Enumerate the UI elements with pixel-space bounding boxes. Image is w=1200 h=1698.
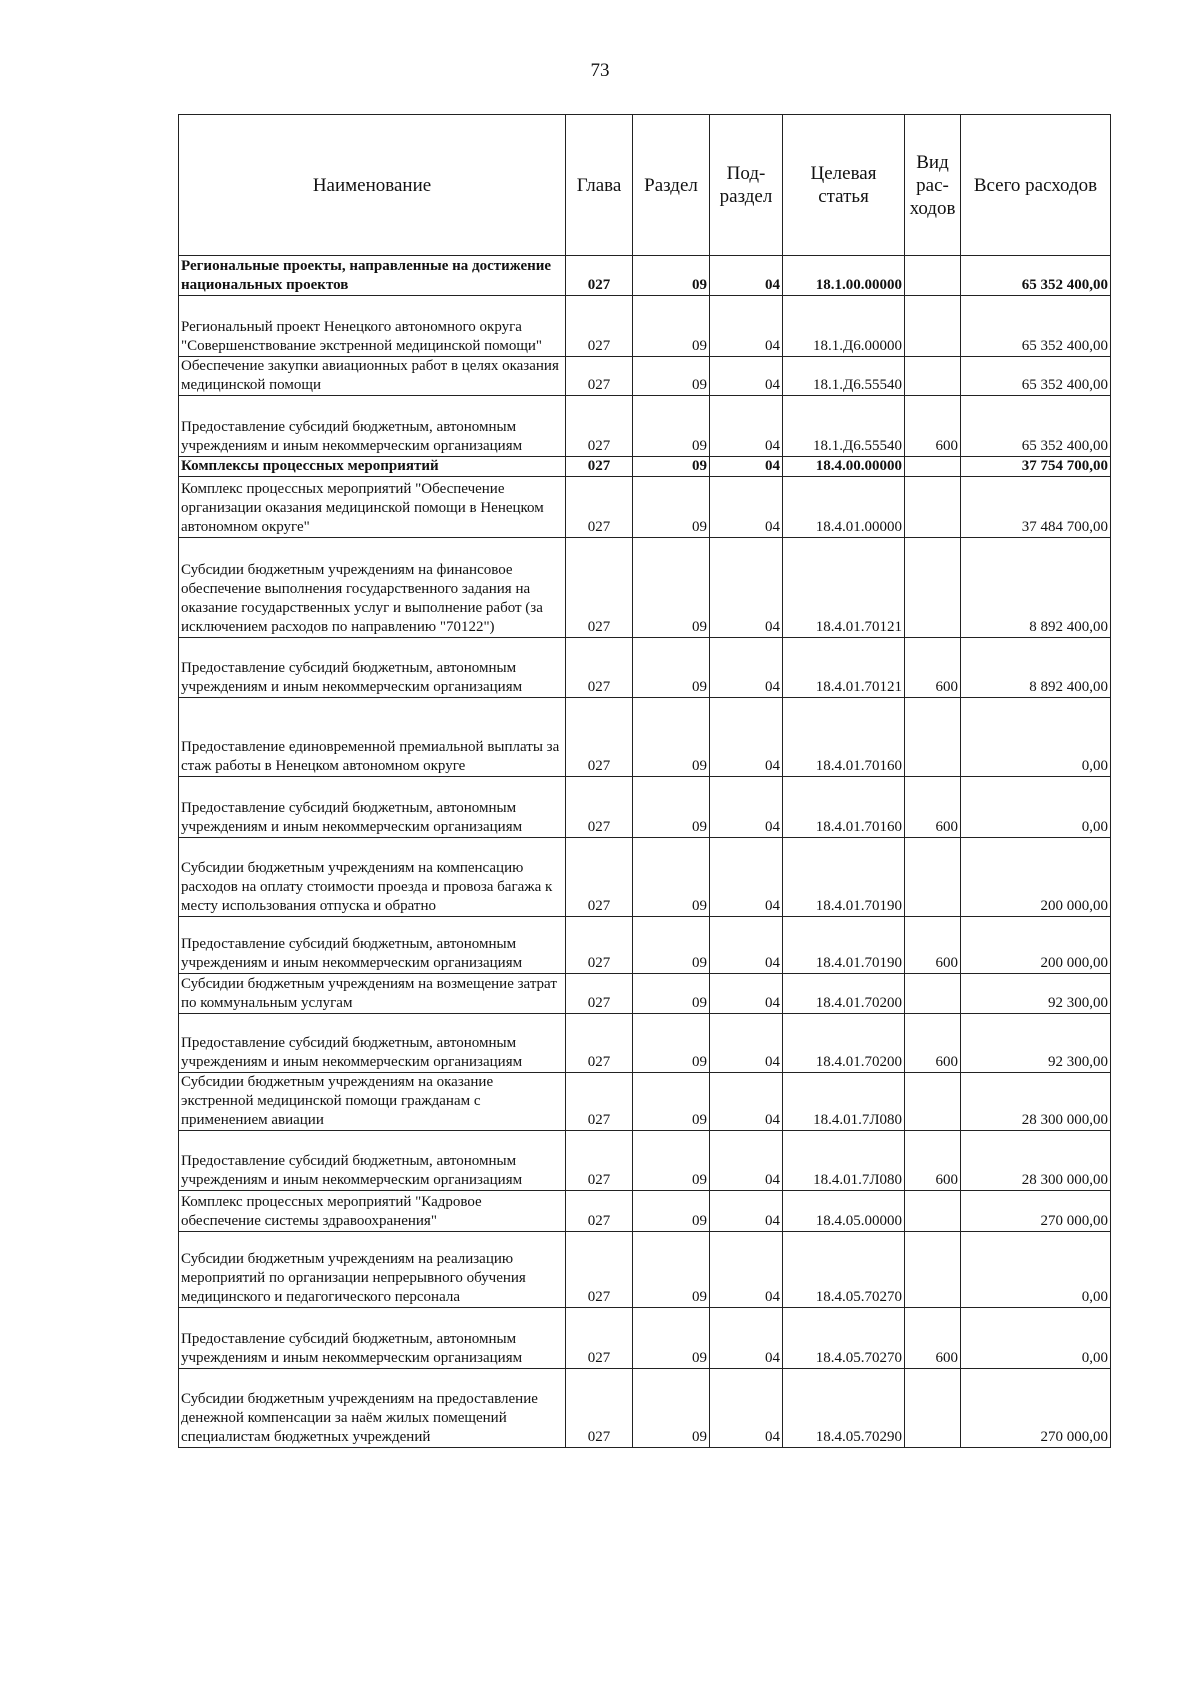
row-total: 200 000,00 xyxy=(961,917,1111,974)
row-name: Предоставление субсидий бюджетным, автономным учреждениям и иным некоммерческим организациям xyxy=(179,1014,566,1073)
row-expense-type: 600 xyxy=(905,396,961,457)
row-subsection: 04 xyxy=(710,296,783,357)
row-name: Предоставление единовременной премиальной выплаты за стаж работы в Ненецком автономном округе xyxy=(179,698,566,777)
table-row xyxy=(179,1232,1111,1308)
table-row xyxy=(179,1073,1111,1131)
row-name: Субсидии бюджетным учреждениям на финансовое обеспечение выполнения государственного задания на оказание государственных услуг и выполнение работ (за исключением расходов по направлению "70122") xyxy=(179,538,566,638)
row-expense-type xyxy=(905,256,961,296)
row-expense-type xyxy=(905,357,961,396)
row-target: 18.4.05.00000 xyxy=(783,1191,905,1232)
row-section: 09 xyxy=(633,538,710,638)
row-total: 92 300,00 xyxy=(961,1014,1111,1073)
row-subsection: 04 xyxy=(710,917,783,974)
row-total: 0,00 xyxy=(961,1232,1111,1308)
row-target: 18.4.01.70200 xyxy=(783,974,905,1014)
row-name: Предоставление субсидий бюджетным, автономным учреждениям и иным некоммерческим организациям xyxy=(179,638,566,698)
row-chapter: 027 xyxy=(566,296,633,357)
row-total: 8 892 400,00 xyxy=(961,538,1111,638)
row-total: 270 000,00 xyxy=(961,1191,1111,1232)
row-section: 09 xyxy=(633,1131,710,1191)
row-section: 09 xyxy=(633,1014,710,1073)
row-section: 09 xyxy=(633,357,710,396)
row-expense-type: 600 xyxy=(905,638,961,698)
row-subsection: 04 xyxy=(710,256,783,296)
row-expense-type: 600 xyxy=(905,1308,961,1369)
row-target: 18.4.01.70190 xyxy=(783,838,905,917)
row-target: 18.4.01.70190 xyxy=(783,917,905,974)
table-row xyxy=(179,638,1111,698)
table-row xyxy=(179,777,1111,838)
row-section: 09 xyxy=(633,396,710,457)
row-expense-type xyxy=(905,1073,961,1131)
column-header-target: Целевая статья xyxy=(783,115,905,256)
row-expense-type xyxy=(905,974,961,1014)
row-section: 09 xyxy=(633,974,710,1014)
row-expense-type xyxy=(905,538,961,638)
column-header-expense-type: Вид рас- ходов xyxy=(905,115,961,256)
row-chapter: 027 xyxy=(566,1073,633,1131)
row-name: Комплексы процессных мероприятий xyxy=(179,457,566,477)
row-total: 65 352 400,00 xyxy=(961,256,1111,296)
row-chapter: 027 xyxy=(566,1191,633,1232)
row-name: Субсидии бюджетным учреждениям на компенсацию расходов на оплату стоимости проезда и провоза багажа к месту использования отпуска и обратно xyxy=(179,838,566,917)
row-target: 18.1.Д6.55540 xyxy=(783,357,905,396)
row-name: Предоставление субсидий бюджетным, автономным учреждениям и иным некоммерческим организациям xyxy=(179,1308,566,1369)
row-section: 09 xyxy=(633,838,710,917)
row-target: 18.4.01.7Л080 xyxy=(783,1073,905,1131)
row-total: 0,00 xyxy=(961,698,1111,777)
row-target: 18.4.01.70121 xyxy=(783,638,905,698)
column-header-total: Всего расходов xyxy=(961,115,1111,256)
row-chapter: 027 xyxy=(566,1369,633,1448)
row-name: Предоставление субсидий бюджетным, автономным учреждениям и иным некоммерческим организациям xyxy=(179,396,566,457)
row-expense-type xyxy=(905,457,961,477)
row-chapter: 027 xyxy=(566,477,633,538)
row-expense-type xyxy=(905,477,961,538)
row-target: 18.4.01.70200 xyxy=(783,1014,905,1073)
row-name: Комплекс процессных мероприятий "Кадровое обеспечение системы здравоохранения" xyxy=(179,1191,566,1232)
row-target: 18.4.01.7Л080 xyxy=(783,1131,905,1191)
row-total: 8 892 400,00 xyxy=(961,638,1111,698)
table-row xyxy=(179,296,1111,357)
table-row xyxy=(179,1191,1111,1232)
row-chapter: 027 xyxy=(566,396,633,457)
row-target: 18.4.00.00000 xyxy=(783,457,905,477)
column-header-chapter: Глава xyxy=(566,115,633,256)
row-total: 0,00 xyxy=(961,1308,1111,1369)
row-section: 09 xyxy=(633,457,710,477)
row-total: 270 000,00 xyxy=(961,1369,1111,1448)
row-chapter: 027 xyxy=(566,357,633,396)
row-section: 09 xyxy=(633,477,710,538)
row-total: 65 352 400,00 xyxy=(961,296,1111,357)
row-chapter: 027 xyxy=(566,838,633,917)
table-row xyxy=(179,256,1111,296)
row-expense-type xyxy=(905,698,961,777)
row-section: 09 xyxy=(633,777,710,838)
row-expense-type: 600 xyxy=(905,777,961,838)
row-chapter: 027 xyxy=(566,1131,633,1191)
row-section: 09 xyxy=(633,698,710,777)
row-subsection: 04 xyxy=(710,1308,783,1369)
row-expense-type xyxy=(905,1232,961,1308)
row-subsection: 04 xyxy=(710,1191,783,1232)
row-section: 09 xyxy=(633,917,710,974)
row-subsection: 04 xyxy=(710,538,783,638)
row-expense-type: 600 xyxy=(905,917,961,974)
row-subsection: 04 xyxy=(710,1232,783,1308)
row-section: 09 xyxy=(633,296,710,357)
row-target: 18.4.05.70270 xyxy=(783,1308,905,1369)
row-target: 18.1.00.00000 xyxy=(783,256,905,296)
row-total: 65 352 400,00 xyxy=(961,396,1111,457)
row-name: Региональный проект Ненецкого автономного округа "Совершенствование экстренной медицинской помощи" xyxy=(179,296,566,357)
row-subsection: 04 xyxy=(710,777,783,838)
table-body xyxy=(179,256,1111,1448)
row-chapter: 027 xyxy=(566,1308,633,1369)
table-row xyxy=(179,974,1111,1014)
table-row xyxy=(179,838,1111,917)
row-name: Субсидии бюджетным учреждениям на реализацию мероприятий по организации непрерывного обучения медицинского и педагогического персонала xyxy=(179,1232,566,1308)
table-row xyxy=(179,917,1111,974)
page-number: 73 xyxy=(590,60,610,81)
row-subsection: 04 xyxy=(710,1369,783,1448)
table-row xyxy=(179,1131,1111,1191)
row-total: 92 300,00 xyxy=(961,974,1111,1014)
row-section: 09 xyxy=(633,1232,710,1308)
row-chapter: 027 xyxy=(566,1232,633,1308)
row-section: 09 xyxy=(633,1191,710,1232)
row-total: 37 484 700,00 xyxy=(961,477,1111,538)
row-chapter: 027 xyxy=(566,917,633,974)
row-total: 65 352 400,00 xyxy=(961,357,1111,396)
row-section: 09 xyxy=(633,256,710,296)
row-name: Комплекс процессных мероприятий "Обеспечение организации оказания медицинской помощи в Ненецком автономном округе" xyxy=(179,477,566,538)
row-name: Субсидии бюджетным учреждениям на предоставление денежной компенсации за наём жилых помещений специалистам бюджетных учреждений xyxy=(179,1369,566,1448)
row-section: 09 xyxy=(633,1073,710,1131)
row-target: 18.4.01.00000 xyxy=(783,477,905,538)
table-row xyxy=(179,477,1111,538)
row-name: Предоставление субсидий бюджетным, автономным учреждениям и иным некоммерческим организациям xyxy=(179,777,566,838)
budget-table xyxy=(178,114,1111,1448)
column-header-subsection: Под- раздел xyxy=(710,115,783,256)
row-name: Предоставление субсидий бюджетным, автономным учреждениям и иным некоммерческим организациям xyxy=(179,1131,566,1191)
row-target: 18.4.05.70270 xyxy=(783,1232,905,1308)
table-row xyxy=(179,1369,1111,1448)
header-row xyxy=(179,115,1111,256)
row-subsection: 04 xyxy=(710,1073,783,1131)
table-row xyxy=(179,396,1111,457)
row-total: 37 754 700,00 xyxy=(961,457,1111,477)
row-total: 28 300 000,00 xyxy=(961,1073,1111,1131)
row-chapter: 027 xyxy=(566,777,633,838)
row-name: Обеспечение закупки авиационных работ в целях оказания медицинской помощи xyxy=(179,357,566,396)
row-target: 18.4.01.70160 xyxy=(783,698,905,777)
column-header-name: Наименование xyxy=(179,115,566,256)
row-name: Предоставление субсидий бюджетным, автономным учреждениям и иным некоммерческим организациям xyxy=(179,917,566,974)
row-name: Субсидии бюджетным учреждениям на возмещение затрат по коммунальным услугам xyxy=(179,974,566,1014)
row-target: 18.4.01.70160 xyxy=(783,777,905,838)
row-chapter: 027 xyxy=(566,974,633,1014)
row-chapter: 027 xyxy=(566,638,633,698)
row-subsection: 04 xyxy=(710,477,783,538)
row-total: 28 300 000,00 xyxy=(961,1131,1111,1191)
row-subsection: 04 xyxy=(710,698,783,777)
row-chapter: 027 xyxy=(566,1014,633,1073)
row-expense-type: 600 xyxy=(905,1014,961,1073)
row-expense-type xyxy=(905,1369,961,1448)
row-subsection: 04 xyxy=(710,1131,783,1191)
row-subsection: 04 xyxy=(710,357,783,396)
row-target: 18.4.05.70290 xyxy=(783,1369,905,1448)
row-name: Региональные проекты, направленные на достижение национальных проектов xyxy=(179,256,566,296)
row-target: 18.4.01.70121 xyxy=(783,538,905,638)
row-target: 18.1.Д6.55540 xyxy=(783,396,905,457)
row-chapter: 027 xyxy=(566,698,633,777)
row-expense-type xyxy=(905,296,961,357)
table-row xyxy=(179,698,1111,777)
row-expense-type xyxy=(905,1191,961,1232)
column-header-section: Раздел xyxy=(633,115,710,256)
row-name: Субсидии бюджетным учреждениям на оказание экстренной медицинской помощи гражданам с применением авиации xyxy=(179,1073,566,1131)
table-row xyxy=(179,357,1111,396)
row-subsection: 04 xyxy=(710,1014,783,1073)
row-chapter: 027 xyxy=(566,538,633,638)
row-subsection: 04 xyxy=(710,638,783,698)
row-section: 09 xyxy=(633,638,710,698)
row-section: 09 xyxy=(633,1369,710,1448)
row-subsection: 04 xyxy=(710,838,783,917)
row-target: 18.1.Д6.00000 xyxy=(783,296,905,357)
row-total: 0,00 xyxy=(961,777,1111,838)
row-section: 09 xyxy=(633,1308,710,1369)
row-total: 200 000,00 xyxy=(961,838,1111,917)
table-row xyxy=(179,1308,1111,1369)
row-subsection: 04 xyxy=(710,457,783,477)
row-subsection: 04 xyxy=(710,974,783,1014)
row-expense-type: 600 xyxy=(905,1131,961,1191)
row-expense-type xyxy=(905,838,961,917)
table-row xyxy=(179,538,1111,638)
row-chapter: 027 xyxy=(566,256,633,296)
row-chapter: 027 xyxy=(566,457,633,477)
table-row xyxy=(179,457,1111,477)
row-subsection: 04 xyxy=(710,396,783,457)
table-row xyxy=(179,1014,1111,1073)
